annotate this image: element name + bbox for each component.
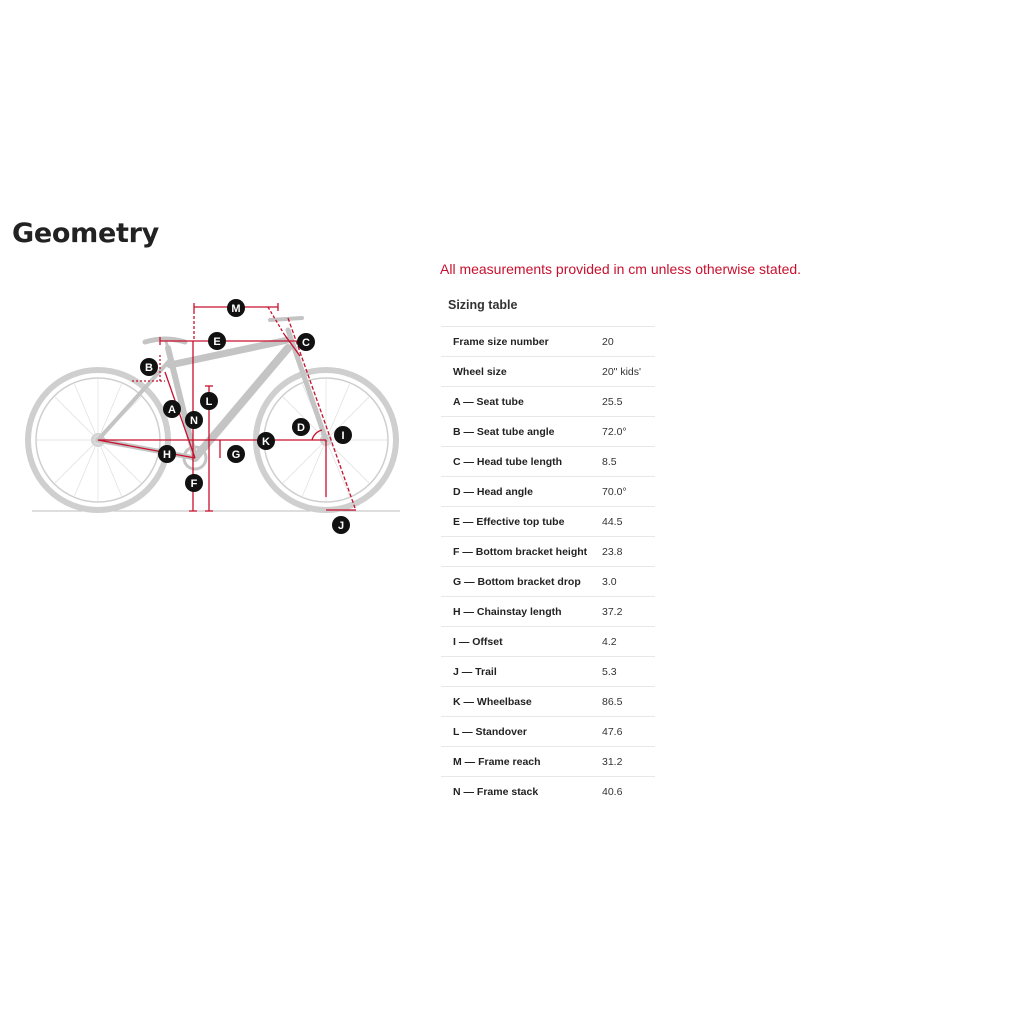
row-label: F — Bottom bracket height [441, 537, 602, 567]
table-row [441, 327, 655, 357]
svg-text:F: F [190, 478, 198, 490]
row-value: 8.5 [602, 447, 655, 477]
bike-geometry-diagram [20, 290, 415, 540]
badge-l-standover [200, 392, 218, 410]
badge-k-wheelbase [257, 432, 275, 450]
row-value: 3.0 [602, 567, 655, 597]
svg-text:K: K [262, 436, 270, 448]
table-row [441, 687, 655, 717]
row-value: 44.5 [602, 507, 655, 537]
table-row [441, 777, 655, 807]
table-row [441, 387, 655, 417]
svg-text:G: G [231, 449, 241, 461]
svg-text:A: A [168, 404, 176, 416]
row-label: B — Seat tube angle [441, 417, 602, 447]
row-label: C — Head tube length [441, 447, 602, 477]
badge-m-frame-reach [227, 299, 245, 317]
row-value: 25.5 [602, 387, 655, 417]
page-title: Geometry [12, 218, 159, 249]
svg-text:C: C [302, 337, 310, 349]
row-value: 72.0° [602, 417, 655, 447]
row-label: K — Wheelbase [441, 687, 602, 717]
row-label: G — Bottom bracket drop [441, 567, 602, 597]
table-row [441, 717, 655, 747]
svg-text:H: H [163, 449, 171, 461]
svg-text:I: I [341, 430, 345, 442]
row-label: Frame size number [441, 327, 602, 357]
badge-b-seat-tube-angle [140, 358, 158, 376]
table-row [441, 507, 655, 537]
sizing-table [441, 326, 655, 806]
badge-f-bottom-bracket-height [185, 474, 203, 492]
row-value: 4.2 [602, 627, 655, 657]
badge-a-seat-tube [163, 400, 181, 418]
row-label: H — Chainstay length [441, 597, 602, 627]
row-value: 86.5 [602, 687, 655, 717]
table-row [441, 477, 655, 507]
row-label: N — Frame stack [441, 777, 602, 807]
measurement-lines [98, 303, 356, 511]
row-label: D — Head angle [441, 477, 602, 507]
row-value: 23.8 [602, 537, 655, 567]
row-label: L — Standover [441, 717, 602, 747]
badge-i-offset [334, 426, 352, 444]
row-label: J — Trail [441, 657, 602, 687]
measurement-notice: All measurements provided in cm unless otherwise stated. [440, 261, 802, 277]
svg-text:L: L [205, 396, 213, 408]
badge-c-head-tube-length [297, 333, 315, 351]
badge-e-effective-top-tube [208, 332, 226, 350]
badge-d-head-angle [292, 418, 310, 436]
svg-text:B: B [145, 362, 153, 374]
badge-g-bottom-bracket-drop [227, 445, 245, 463]
svg-text:M: M [231, 303, 241, 315]
row-value: 20" kids' [602, 357, 655, 387]
row-value: 20 [602, 327, 655, 357]
table-row [441, 447, 655, 477]
table-row [441, 537, 655, 567]
table-row [441, 357, 655, 387]
row-label: E — Effective top tube [441, 507, 602, 537]
row-value: 31.2 [602, 747, 655, 777]
table-row [441, 627, 655, 657]
svg-text:D: D [297, 422, 305, 434]
row-label: Wheel size [441, 357, 602, 387]
badge-n-frame-stack [185, 411, 203, 429]
svg-text:J: J [337, 520, 345, 532]
badge-j-trail [332, 516, 350, 534]
table-row [441, 417, 655, 447]
row-value: 47.6 [602, 717, 655, 747]
row-value: 37.2 [602, 597, 655, 627]
row-label: M — Frame reach [441, 747, 602, 777]
row-label: I — Offset [441, 627, 602, 657]
svg-text:E: E [213, 336, 221, 348]
sizing-table-title: Sizing table [448, 298, 518, 312]
row-value: 40.6 [602, 777, 655, 807]
svg-text:N: N [190, 415, 198, 427]
table-row [441, 597, 655, 627]
table-row [441, 657, 655, 687]
row-value: 70.0° [602, 477, 655, 507]
badge-h-chainstay-length [158, 445, 176, 463]
row-label: A — Seat tube [441, 387, 602, 417]
table-row [441, 567, 655, 597]
row-value: 5.3 [602, 657, 655, 687]
table-row [441, 747, 655, 777]
